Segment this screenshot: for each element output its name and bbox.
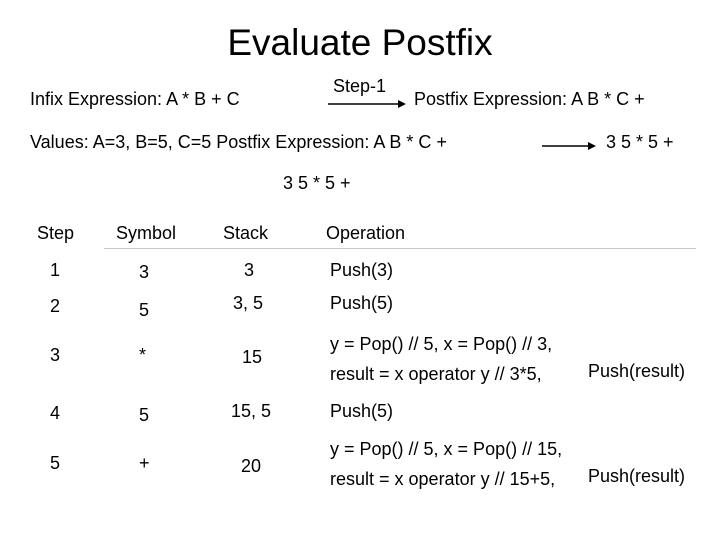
row5-operation-line1: y = Pop() // 5, x = Pop() // 15,	[330, 439, 563, 459]
postfix-expression-top: Postfix Expression: A B * C +	[414, 89, 645, 109]
infix-expression: Infix Expression: A * B + C	[30, 89, 240, 109]
row3-operation-line2: result = x operator y // 3*5,	[330, 364, 542, 384]
row5-symbol: +	[139, 453, 150, 473]
row5-operation-push: Push(result)	[588, 466, 686, 486]
row3-stack: 15	[242, 347, 263, 367]
row4-stack: 15, 5	[231, 401, 272, 421]
row2-step: 2	[50, 296, 61, 316]
row3-step: 3	[50, 345, 61, 365]
row5-operation-line2: result = x operator y // 15+5,	[330, 469, 556, 489]
row1-operation: Push(3)	[330, 260, 394, 280]
values-line: Values: A=3, B=5, C=5 Postfix Expression: A B * C +	[30, 132, 447, 152]
row3-operation-push: Push(result)	[588, 361, 686, 381]
row3-symbol: *	[139, 345, 147, 365]
header-stack: Stack	[223, 223, 269, 243]
row1-stack: 3	[244, 260, 255, 280]
row2-stack: 3, 5	[233, 293, 264, 313]
row2-operation: Push(5)	[330, 293, 394, 313]
row1-symbol: 3	[139, 262, 150, 282]
header-underline	[104, 248, 696, 249]
row4-symbol: 5	[139, 405, 150, 425]
row5-stack: 20	[241, 456, 262, 476]
page-title: Evaluate Postfix	[227, 22, 493, 63]
step-label: Step-1	[333, 76, 387, 96]
row3-operation-line1: y = Pop() // 5, x = Pop() // 3,	[330, 334, 553, 354]
row5-step: 5	[50, 453, 61, 473]
row1-step: 1	[50, 260, 61, 280]
header-step: Step	[37, 223, 75, 243]
row4-operation: Push(5)	[330, 401, 394, 421]
header-operation: Operation	[326, 223, 406, 243]
expression-center: 3 5 * 5 +	[283, 173, 351, 193]
step-arrow	[326, 98, 406, 110]
evaluated-expression: 3 5 * 5 +	[606, 132, 674, 152]
row4-step: 4	[50, 403, 61, 423]
row2-symbol: 5	[139, 300, 150, 320]
header-symbol: Symbol	[116, 223, 177, 243]
values-arrow	[540, 140, 596, 152]
